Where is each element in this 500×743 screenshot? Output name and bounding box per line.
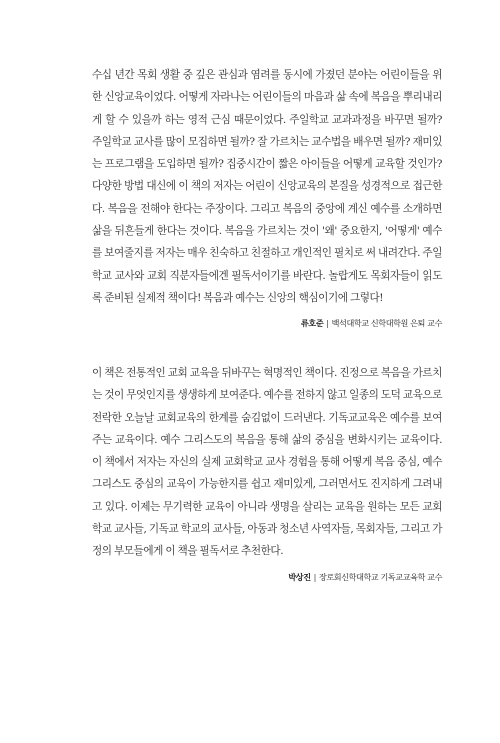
endorser-title: 백석대학교 신학대학원 은퇴 교수 [331,318,442,329]
endorser-title: 장로회신학대학교 기독교교육학 교수 [318,571,442,582]
endorsement-2 [92,362,442,583]
endorsement-1 [92,64,442,329]
endorsement-text: 이 책은 전통적인 교회 교육을 뒤바꾸는 혁명적인 책이다. 진정으로 복음을 가르치는 것이 무엇인지를 생생하게 보여준다. 예수를 전하지 않고 일종의 도덕 교육으로 전락한 오늘날 교회교육의 한계를 숨김없이 드러낸다. 기독교교육은 예수를 보여주는 교육이다. 예수 그리스도의 복음을 통해 삶의 중심을 변화시키는 교육이다. 이 책에서 저자는 자신의 실제 교회학교 교사 경험을 통해 어떻게 복음 중심, 예수 그리스도 중심의 교육이 가능한지를 쉽고 재미있게, 그러면서도 진지하게 그려내고 있다. 이제는 무기력한 교육이 아니라 생명을 살리는 교육을 원하는 모든 교회학교 교사들, 기독교 학교의 교사들, 아동과 청소년 사역자들, 목회자들, 그리고 가정의 부모들에게 이 책을 필독서로 추천한다. [92,367,442,558]
endorsement-signature [92,317,442,329]
signature-separator: | [326,318,329,329]
endorser-name: 류호준 [301,318,324,329]
signature-separator: | [313,571,316,582]
endorsement-text: 수십 년간 목회 생활 중 깊은 관심과 염려를 동시에 가졌던 분야는 어린이들을 위한 신앙교육이었다. 어떻게 자라나는 어린이들의 마음과 삶 속에 복음을 뿌리내리게 할 수 있을까 하는 영적 근심 때문이었다. 주일학교 교과과정을 바꾸면 될까? 주일학교 교사를 많이 모집하면 될까? 잘 가르치는 교수법을 배우면 될까? 재미있는 프로그램을 도입하면 될까? 집중시간이 짧은 아이들을 어떻게 교육할 것인가? 다양한 방법 대신에 이 책의 저자는 어린이 신앙교육의 본질을 성경적으로 접근한다. 복음을 전해야 한다는 주장이다. 그리고 복음의 중앙에 계신 예수를 소개하면 삶을 뒤흔들게 한다는 것이다. 복음을 가르치는 것이 '왜' 중요한지, '어떻게' 예수를 보여줄지를 저자는 매우 친숙하고 친절하고 개인적인 필치로 써 내려간다. 주일학교 교사와 교회 직분자들에겐 필독서이기를 바란다. 놀랍게도 목회자들이 읽도록 준비된 실제적 책이다! 복음과 예수는 신앙의 핵심이기에 그렇다! [92,69,442,304]
endorsement-signature [92,571,442,583]
endorser-name: 박상진 [288,571,311,582]
